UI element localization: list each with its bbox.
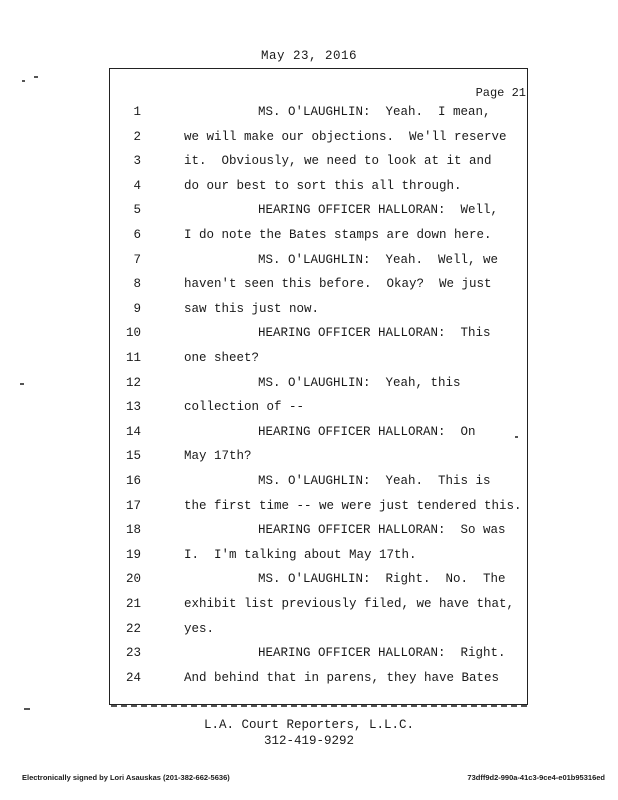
line-number: 20 bbox=[125, 572, 141, 587]
line-number: 15 bbox=[125, 449, 141, 464]
line-number: 8 bbox=[133, 277, 141, 292]
line-number: 16 bbox=[125, 474, 141, 488]
transcript-line bbox=[109, 130, 528, 150]
electronic-signature: Electronically signed by Lori Asauskas (201-382-662-5636) bbox=[22, 773, 230, 782]
line-text: the first time -- we were just tendered this. bbox=[184, 498, 522, 513]
page-number: Page 21 bbox=[475, 86, 526, 100]
line-number: 4 bbox=[133, 178, 141, 193]
transcript-line bbox=[109, 179, 528, 199]
line-text: MS. O'LAUGHLIN: Yeah, this bbox=[258, 375, 461, 390]
line-number: 10 bbox=[125, 326, 141, 341]
transcript-line bbox=[109, 277, 528, 297]
scan-speck bbox=[34, 76, 38, 78]
transcript-line bbox=[109, 671, 528, 691]
line-text: collection of -- bbox=[184, 400, 305, 415]
document-id: 73dff9d2-990a-41c3-9ce4-e01b95316ed bbox=[467, 773, 605, 782]
line-text: I do note the Bates stamps are down here. bbox=[184, 228, 492, 242]
transcript-line bbox=[109, 597, 528, 617]
transcript-line bbox=[109, 253, 528, 273]
line-number: 24 bbox=[125, 670, 141, 685]
line-text: do our best to sort this all through. bbox=[184, 178, 462, 193]
transcript-line bbox=[109, 302, 528, 322]
transcript-line bbox=[109, 622, 528, 642]
line-text: exhibit list previously filed, we have that, bbox=[184, 597, 515, 611]
transcript-line bbox=[109, 154, 528, 174]
transcript-line bbox=[109, 499, 528, 519]
transcript-line bbox=[109, 523, 528, 543]
line-number: 2 bbox=[133, 129, 141, 144]
line-text: HEARING OFFICER HALLORAN: So was bbox=[258, 523, 506, 538]
transcript-date: May 23, 2016 bbox=[260, 49, 357, 63]
line-number: 3 bbox=[133, 154, 141, 169]
transcript-line bbox=[109, 376, 528, 396]
transcript-line bbox=[109, 228, 528, 248]
line-number: 13 bbox=[125, 400, 141, 415]
line-text: MS. O'LAUGHLIN: Yeah. This is bbox=[258, 474, 491, 488]
line-text: And behind that in parens, they have Bates bbox=[184, 670, 500, 685]
line-number: 17 bbox=[125, 498, 141, 513]
line-number: 23 bbox=[125, 646, 141, 661]
transcript-line bbox=[109, 400, 528, 420]
line-number: 14 bbox=[125, 424, 141, 439]
line-number: 6 bbox=[133, 228, 141, 242]
line-text: yes. bbox=[184, 621, 215, 636]
transcript-line bbox=[109, 326, 528, 346]
scan-speck bbox=[22, 80, 25, 82]
transcript-line bbox=[109, 351, 528, 371]
line-text: MS. O'LAUGHLIN: Yeah. Well, we bbox=[258, 252, 499, 267]
line-text: saw this just now. bbox=[184, 301, 320, 316]
line-number: 9 bbox=[133, 301, 141, 316]
line-text: HEARING OFFICER HALLORAN: This bbox=[258, 326, 491, 341]
line-text: HEARING OFFICER HALLORAN: Right. bbox=[258, 646, 506, 661]
line-number: 18 bbox=[125, 523, 141, 538]
line-text: MS. O'LAUGHLIN: Yeah. I mean, bbox=[258, 105, 491, 119]
line-number: 19 bbox=[125, 547, 141, 562]
scan-speck bbox=[20, 383, 24, 385]
transcript-line bbox=[109, 105, 528, 125]
line-number: 1 bbox=[133, 105, 141, 119]
line-number: 5 bbox=[133, 203, 141, 218]
transcript-line bbox=[109, 449, 528, 469]
transcript-line bbox=[109, 474, 528, 494]
line-number: 21 bbox=[125, 597, 141, 611]
line-number: 12 bbox=[125, 375, 141, 390]
line-text: haven't seen this before. Okay? We just bbox=[184, 277, 492, 292]
line-text: we will make our objections. We'll reserve bbox=[184, 129, 507, 144]
scan-speck bbox=[24, 708, 30, 710]
line-text: one sheet? bbox=[184, 351, 260, 365]
line-text: HEARING OFFICER HALLORAN: On bbox=[258, 424, 476, 439]
scan-speck bbox=[515, 436, 518, 438]
line-text: HEARING OFFICER HALLORAN: Well, bbox=[258, 203, 499, 218]
transcript-line bbox=[109, 646, 528, 666]
court-reporter-company: L.A. Court Reporters, L.L.C. bbox=[203, 718, 415, 732]
transcript-line bbox=[109, 425, 528, 445]
line-text: MS. O'LAUGHLIN: Right. No. The bbox=[258, 572, 506, 587]
line-number: 22 bbox=[125, 621, 141, 636]
transcript-line bbox=[109, 548, 528, 568]
line-number: 11 bbox=[125, 351, 141, 365]
line-text: I. I'm talking about May 17th. bbox=[184, 547, 417, 562]
line-number: 7 bbox=[133, 252, 141, 267]
transcript-line bbox=[109, 203, 528, 223]
line-text: May 17th? bbox=[184, 449, 252, 464]
transcript-line bbox=[109, 572, 528, 592]
court-reporter-phone: 312-419-9292 bbox=[263, 734, 354, 748]
frame-bottom-edge bbox=[111, 705, 528, 707]
line-text: it. Obviously, we need to look at it and bbox=[184, 154, 492, 169]
